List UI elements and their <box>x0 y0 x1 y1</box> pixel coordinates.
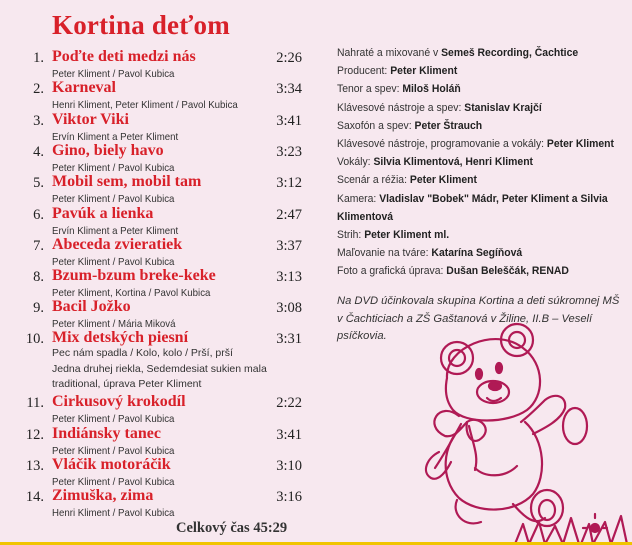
track-duration: 3:37 <box>276 238 302 254</box>
credit-line: Strih: Peter Kliment ml. <box>337 229 450 242</box>
track-duration: 3:08 <box>276 300 302 316</box>
track-authors: Peter Kliment / Pavol Kubica <box>52 162 175 174</box>
track-number: 1. <box>33 50 44 66</box>
credit-line: Nahraté a mixované v Semeš Recording, Čachtice <box>337 47 579 59</box>
track-number: 3. <box>33 113 44 129</box>
track-title: Mobil sem, mobil tam <box>52 173 202 190</box>
track-duration: 2:26 <box>276 50 302 66</box>
track-number: 5. <box>33 175 44 191</box>
credit-line: Klávesové nástroje a spev: Stanislav Krajčí <box>337 101 542 114</box>
track-title: Bzum-bzum breke-keke <box>52 267 216 284</box>
medley-line: Jedna druhej riekla, Sedemdesiat sukien mala <box>52 362 267 375</box>
dvd-note: Na DVD účinkovala skupina Kortina a deti súkromnej MŠ v Čachticiach a ZŠ Gaštanová v Žiline, II.B – Veselí psíčkovia. <box>337 295 620 342</box>
track-duration: 2:22 <box>276 395 302 411</box>
credit-line: Klávesové nástroje, programovanie a vokály: Peter Kliment <box>337 138 615 151</box>
credits-list <box>337 44 627 281</box>
track-authors: Peter Kliment / Pavol Kubica <box>52 413 175 425</box>
track-title: Poďte deti medzi nás <box>52 48 196 65</box>
track-number: 10. <box>25 331 44 347</box>
medley-list <box>52 346 292 393</box>
track-authors: Ervín Kliment a Peter Kliment <box>52 131 179 143</box>
credit-line: Vokály: Silvia Klimentová, Henri Kliment <box>337 156 534 169</box>
page-title: Kortina deťom <box>52 10 230 40</box>
track-title: Viktor Viki <box>52 111 129 128</box>
track-duration: 3:13 <box>276 269 302 285</box>
track-number: 8. <box>33 269 44 285</box>
track-title: Indiánsky tanec <box>52 425 161 442</box>
track-authors: Ervín Kliment a Peter Kliment <box>52 225 179 237</box>
track-authors: Peter Kliment, Kortina / Pavol Kubica <box>52 287 211 299</box>
track-number: 11. <box>26 395 44 411</box>
track-title: Mix detských piesní <box>52 329 189 346</box>
track-number: 4. <box>33 144 44 160</box>
track-duration: 3:34 <box>276 81 302 97</box>
track-authors: Peter Kliment / Pavol Kubica <box>52 256 175 268</box>
credit-line: Saxofón a spev: Peter Štrauch <box>337 119 483 132</box>
track-duration: 3:10 <box>276 458 302 474</box>
medley-line: traditional, úprava Peter Kliment <box>52 378 202 390</box>
track-number: 9. <box>33 300 44 316</box>
track-authors: Peter Kliment / Pavol Kubica <box>52 193 175 205</box>
track-number: 6. <box>33 207 44 223</box>
track-duration: 3:41 <box>276 113 302 129</box>
track-title: Gino, biely havo <box>52 142 164 159</box>
tracklist <box>0 0 310 545</box>
credit-line: Scenár a réžia: Peter Kliment <box>337 174 477 187</box>
track-number: 7. <box>33 238 44 254</box>
medley-line: Pec nám spadla / Kolo, kolo / Prší, prší <box>52 347 233 359</box>
track-authors: Henri Kliment, Peter Kliment / Pavol Kubica <box>52 99 238 111</box>
credit-line: Kamera: Vladislav "Bobek" Mádr, Peter Kliment a Silvia Klimentová <box>337 192 608 223</box>
track-title: Abeceda zvieratiek <box>52 236 183 253</box>
track-authors: Henri Kliment / Pavol Kubica <box>52 507 175 519</box>
track-title: Bacil Jožko <box>52 298 131 315</box>
track-authors: Peter Kliment / Pavol Kubica <box>52 445 175 457</box>
track-title: Cirkusový krokodíl <box>52 393 186 410</box>
track-title: Vláčik motoráčik <box>52 456 171 473</box>
track-authors: Peter Kliment / Mária Miková <box>52 318 176 330</box>
track-authors: Peter Kliment / Pavol Kubica <box>52 476 175 488</box>
track-title: Zimuška, zima <box>52 487 154 504</box>
track-duration: 2:47 <box>276 207 302 223</box>
track-number: 13. <box>25 458 44 474</box>
track-number: 2. <box>33 81 44 97</box>
track-duration: 3:23 <box>276 144 302 160</box>
credit-line: Maľovanie na tváre: Katarína Segíňová <box>337 247 523 260</box>
track-duration: 3:31 <box>276 331 302 347</box>
track-authors: Peter Kliment / Pavol Kubica <box>52 68 175 80</box>
credit-line: Tenor a spev: Miloš Holáň <box>337 83 461 96</box>
credit-line: Producent: Peter Kliment <box>337 65 458 78</box>
track-title: Pavúk a lienka <box>52 205 154 222</box>
track-number: 12. <box>25 427 44 443</box>
track-duration: 3:12 <box>276 175 302 191</box>
track-number: 14. <box>25 489 44 505</box>
track-duration: 3:16 <box>276 489 302 505</box>
total-time: Celkový čas 45:29 <box>176 520 288 536</box>
teddy-bear-illustration <box>395 318 632 545</box>
track-title: Karneval <box>52 79 116 96</box>
track-duration: 3:41 <box>276 427 302 443</box>
credit-line: Foto a grafická úprava: Dušan Beleščák, RENAD <box>337 265 569 278</box>
